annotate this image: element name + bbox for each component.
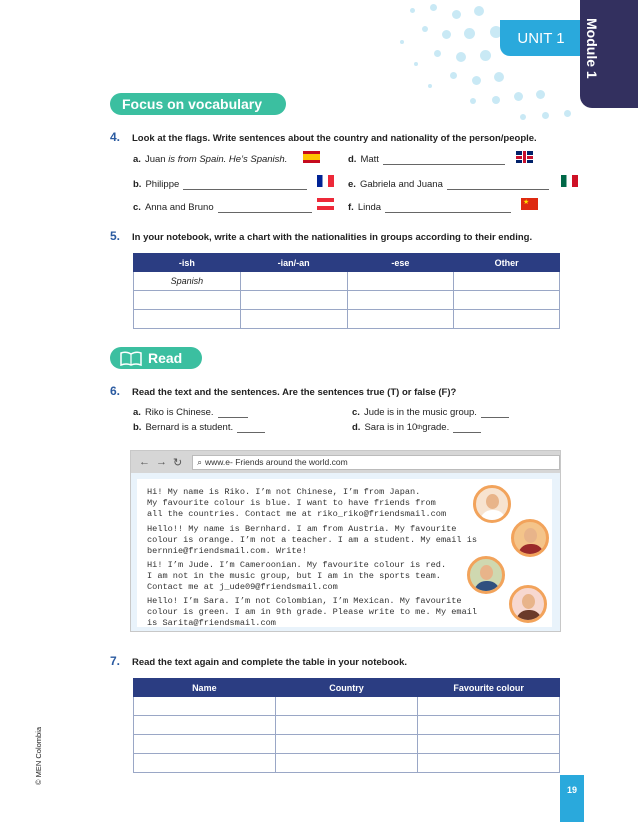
item-letter: f. xyxy=(348,202,354,213)
column-header: Name xyxy=(134,679,276,697)
read-label: Read xyxy=(148,350,183,366)
table-row xyxy=(134,754,560,773)
item-letter: a. xyxy=(133,407,141,418)
message-bernhard xyxy=(147,524,487,557)
question-4 xyxy=(110,130,537,144)
item-name: Matt xyxy=(360,154,379,165)
module-label: Module 1 xyxy=(584,18,600,79)
message-line: My favourite colour is blue. I want to have friends from xyxy=(147,498,436,508)
austria-flag xyxy=(317,198,334,210)
back-arrow-icon[interactable]: ← xyxy=(139,456,150,468)
table-cell xyxy=(240,310,347,329)
table-cell xyxy=(134,697,276,716)
question-instruction: In your notebook, write a chart with the nationalities in groups according to their ending. xyxy=(132,232,533,243)
answer-line[interactable] xyxy=(237,423,265,433)
table-cell xyxy=(454,310,560,329)
france-flag xyxy=(317,175,334,187)
question-instruction: Read the text again and complete the table in your notebook. xyxy=(132,657,408,668)
section-read-title xyxy=(110,347,202,369)
question-7 xyxy=(110,654,407,668)
table-cell xyxy=(454,291,560,310)
uk-flag xyxy=(516,151,533,163)
table-cell xyxy=(275,697,418,716)
true-false-item xyxy=(133,407,248,418)
table-row xyxy=(134,310,560,329)
table-row xyxy=(134,735,560,754)
column-header: -ese xyxy=(347,254,454,272)
item-name: Philippe xyxy=(145,179,180,190)
answer-line[interactable] xyxy=(385,203,511,213)
item-letter: a. xyxy=(133,154,141,165)
copyright-notice: © MEN Colombia xyxy=(34,726,43,785)
question-instruction: Look at the flags. Write sentences about the country and nationality of the person/people. xyxy=(132,133,537,144)
exercise-item xyxy=(133,202,312,213)
question-number: 5. xyxy=(110,229,121,243)
table-row xyxy=(134,716,560,735)
address-bar[interactable] xyxy=(192,455,560,470)
question-number: 7. xyxy=(110,654,121,668)
message-line: bernnie@friendsmail.com. Write! xyxy=(147,546,307,556)
column-header: -ish xyxy=(134,254,241,272)
answer-line[interactable] xyxy=(481,408,509,418)
answer-line[interactable] xyxy=(218,408,248,418)
unit-tab: UNIT 1 xyxy=(500,20,582,56)
item-letter: d. xyxy=(352,422,361,433)
column-header: Favourite colour xyxy=(418,679,560,697)
url-text: www.e- Friends around the world.com xyxy=(204,457,348,467)
exercise-item xyxy=(133,154,287,165)
table-cell xyxy=(134,754,276,773)
browser-window xyxy=(130,450,561,632)
exercise-item xyxy=(348,179,549,190)
item-letter: c. xyxy=(352,407,360,418)
table-cell xyxy=(275,754,418,773)
question-5 xyxy=(110,229,532,243)
table-cell xyxy=(418,697,560,716)
answer-line[interactable] xyxy=(383,155,505,165)
exercise-item xyxy=(348,202,511,213)
sara-avatar xyxy=(509,585,547,623)
mexico-flag xyxy=(561,175,578,187)
column-header: -ian/-an xyxy=(240,254,347,272)
item-answer: is from Spain. He’s Spanish. xyxy=(168,154,288,165)
table-cell xyxy=(240,272,347,291)
browser-toolbar xyxy=(131,451,560,473)
book-icon xyxy=(120,351,142,366)
answer-line[interactable] xyxy=(447,180,549,190)
item-letter: e. xyxy=(348,179,356,190)
table-cell xyxy=(134,735,276,754)
item-name: Linda xyxy=(357,202,382,213)
table-cell xyxy=(347,272,454,291)
message-jude xyxy=(147,560,487,593)
item-text: Jude is in the music group. xyxy=(363,407,477,418)
item-name: Anna and Bruno xyxy=(144,202,214,213)
message-line: all the countries. Contact me at riko_riko@friendsmail.com xyxy=(147,509,447,519)
item-name: Juan xyxy=(144,154,166,165)
item-letter: b. xyxy=(133,179,142,190)
china-flag xyxy=(521,198,538,210)
message-sara xyxy=(147,596,487,629)
message-line: Hi! My name is Riko. I’m not Chinese, I’m from Japan. xyxy=(147,487,421,497)
table-cell xyxy=(275,735,418,754)
exercise-item xyxy=(133,179,307,190)
riko-avatar xyxy=(473,485,511,523)
table-cell xyxy=(347,310,454,329)
message-line: Hi! I’m Jude. I’m Cameroonian. My favourite colour is red. xyxy=(147,560,447,570)
item-letter: c. xyxy=(133,202,141,213)
page-number: 19 xyxy=(560,775,584,822)
question-instruction: Read the text and the sentences. Are the sentences true (T) or false (F)? xyxy=(132,387,457,398)
table-cell xyxy=(134,716,276,735)
true-false-item xyxy=(133,422,265,433)
message-line: Hello! I’m Sara. I’m not Colombian, I’m Mexican. My favourite xyxy=(147,596,462,606)
table-cell xyxy=(454,272,560,291)
table-cell xyxy=(418,754,560,773)
table-cell xyxy=(418,735,560,754)
message-riko xyxy=(147,487,487,520)
bernhard-avatar xyxy=(511,519,549,557)
reload-icon[interactable]: ↻ xyxy=(173,456,183,469)
message-line: I am not in the music group, but I am in the sports team. xyxy=(147,571,441,581)
message-line: colour is orange. I’m not a teacher. I am a student. My email is xyxy=(147,535,478,545)
table-cell xyxy=(418,716,560,735)
table-cell xyxy=(240,291,347,310)
browser-page xyxy=(137,479,552,627)
table-row xyxy=(134,697,560,716)
nationalities-chart xyxy=(133,253,560,329)
module-tab xyxy=(580,0,638,108)
jude-avatar xyxy=(467,556,505,594)
table-cell xyxy=(347,291,454,310)
column-header: Country xyxy=(275,679,418,697)
message-line: is Sarita@friendsmail.com xyxy=(147,618,276,628)
forward-arrow-icon[interactable]: → xyxy=(156,456,167,468)
table-cell xyxy=(134,310,241,329)
question-6 xyxy=(110,384,456,398)
table-row xyxy=(134,291,560,310)
table-cell xyxy=(134,291,241,310)
item-text-tail: grade. xyxy=(422,422,450,433)
spain-flag xyxy=(303,151,320,163)
item-text: Sara is in 10 xyxy=(364,422,418,433)
item-text: Bernard is a student. xyxy=(145,422,234,433)
search-icon: ⌕ xyxy=(197,456,202,467)
item-text: Riko is Chinese. xyxy=(144,407,214,418)
question-number: 6. xyxy=(110,384,121,398)
table-cell: Spanish xyxy=(134,272,241,291)
ordinal-suffix: th xyxy=(417,424,423,431)
message-line: Contact me at j_ude09@friendsmail.com xyxy=(147,582,338,592)
true-false-item xyxy=(352,407,509,418)
exercise-item xyxy=(348,154,505,165)
message-line: colour is green. I am in 9th grade. Please write to me. My email xyxy=(147,607,478,617)
table-cell xyxy=(275,716,418,735)
item-name: Gabriela and Juana xyxy=(359,179,443,190)
item-letter: b. xyxy=(133,422,142,433)
section-vocabulary-title: Focus on vocabulary xyxy=(110,93,286,115)
friends-table xyxy=(133,678,560,773)
answer-line[interactable] xyxy=(218,203,312,213)
message-line: Hello!! My name is Bernhard. I am from Austria. My favourite xyxy=(147,524,457,534)
column-header: Other xyxy=(454,254,560,272)
item-letter: d. xyxy=(348,154,357,165)
table-row xyxy=(134,272,560,291)
question-number: 4. xyxy=(110,130,121,144)
answer-line[interactable] xyxy=(183,180,307,190)
true-false-item xyxy=(352,422,481,433)
answer-line[interactable] xyxy=(453,423,481,433)
